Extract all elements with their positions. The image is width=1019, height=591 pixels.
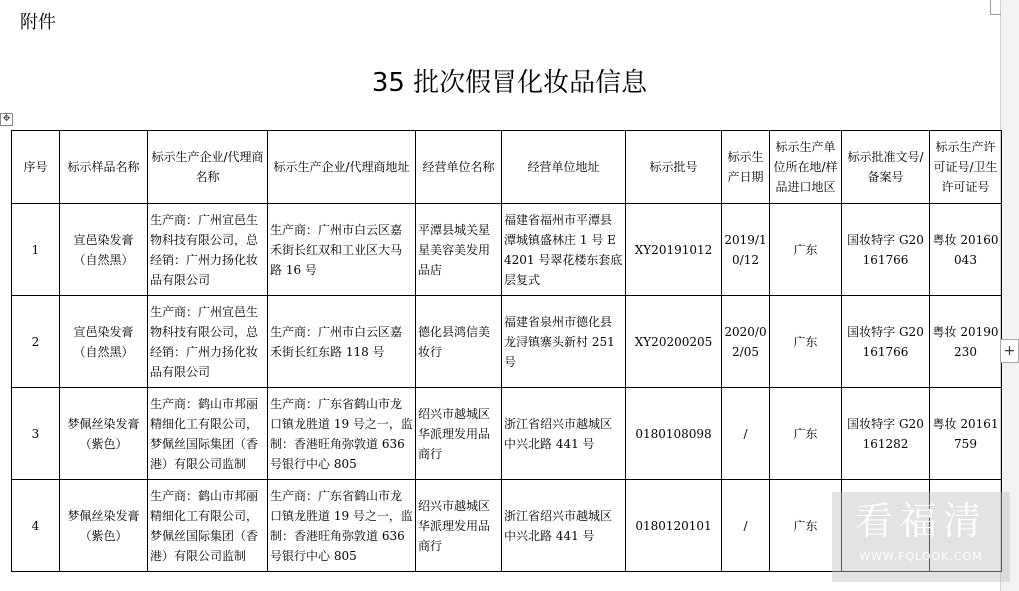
cell-seller-address: 浙江省绍兴市越城区中兴北路 441 号 — [502, 388, 626, 480]
cell-license: 粤妆 20161759 — [930, 388, 1002, 480]
cell-seller: 绍兴市越城区华派理发用品商行 — [416, 388, 502, 480]
cell-seller: 绍兴市越城区华派理发用品商行 — [416, 480, 502, 572]
header-cell: 经营单位地址 — [502, 131, 626, 204]
cell-product: 宣邑染发膏（自然黑） — [60, 204, 148, 296]
cell-product: 宣邑染发膏（自然黑） — [60, 296, 148, 388]
cell-date: 2019/10/12 — [722, 204, 770, 296]
cell-manufacturer: 生产商：鹤山市邦丽精细化工有限公司，梦佩丝国际集团（香港）有限公司监制 — [148, 480, 268, 572]
cell-no: 4 — [12, 480, 60, 572]
cell-manufacturer: 生产商：广州宣邑生物科技有限公司，总经销：广州力扬化妆品有限公司 — [148, 204, 268, 296]
cell-seller: 平潭县城关星星美容美发用品店 — [416, 204, 502, 296]
cell-batch: XY20191012 — [626, 204, 722, 296]
header-cell: 标示生产企业/代理商名称 — [148, 131, 268, 204]
cell-seller-address: 浙江省绍兴市越城区中兴北路 441 号 — [502, 480, 626, 572]
cell-license: 粤妆 20160043 — [930, 204, 1002, 296]
cell-approval: 国妆特字 G20161282 — [842, 388, 930, 480]
header-cell: 标示批号 — [626, 131, 722, 204]
watermark-url: WWW.FQLOOK.COM — [859, 550, 983, 563]
cell-manufacturer-address: 生产商：广东省鹤山市龙口镇龙胜道 19 号之一，监制：香港旺角弥敦道 636 号银行中心 805 — [268, 480, 416, 572]
cell-origin: 广东 — [770, 296, 842, 388]
cell-no: 2 — [12, 296, 60, 388]
cell-date: / — [722, 388, 770, 480]
cell-date: 2020/02/05 — [722, 296, 770, 388]
cell-manufacturer-address: 生产商：广东省鹤山市龙口镇龙胜道 19 号之一，监制：香港旺角弥敦道 636 号银行中心 805 — [268, 388, 416, 480]
table-move-handle[interactable] — [0, 113, 13, 126]
cell-date: / — [722, 480, 770, 572]
cell-origin: 广东 — [770, 480, 842, 572]
site-watermark — [832, 492, 1010, 582]
move-arrows-icon: ✥ — [2, 114, 11, 124]
header-cell: 经营单位名称 — [416, 131, 502, 204]
cell-batch: XY20200205 — [626, 296, 722, 388]
cell-batch: 0180120101 — [626, 480, 722, 572]
table-row — [12, 296, 1002, 388]
add-row-button[interactable]: + — [1000, 339, 1019, 363]
table-header-row — [12, 131, 1002, 204]
cell-manufacturer: 生产商：广州宣邑生物科技有限公司，总经销：广州力扬化妆品有限公司 — [148, 296, 268, 388]
cell-no: 3 — [12, 388, 60, 480]
watermark-text: 看福清 — [854, 499, 987, 543]
header-cell: 标示生产单位所在地/样品进口地区 — [770, 131, 842, 204]
header-cell: 标示生产企业/代理商地址 — [268, 131, 416, 204]
cell-manufacturer: 生产商：鹤山市邦丽精细化工有限公司，梦佩丝国际集团（香港）有限公司监制 — [148, 388, 268, 480]
header-cell: 标示批准文号/备案号 — [842, 131, 930, 204]
cell-seller-address: 福建省泉州市德化县龙浔镇寨头新村 251 号 — [502, 296, 626, 388]
cell-seller-address: 福建省福州市平潭县潭城镇盛林庄 1 号 E4201 号翠花楼东套底层复式 — [502, 204, 626, 296]
cell-origin: 广东 — [770, 388, 842, 480]
cell-no: 1 — [12, 204, 60, 296]
header-cell: 标示生产许可证号/卫生许可证号 — [930, 131, 1002, 204]
header-cell: 标示生产日期 — [722, 131, 770, 204]
table-row — [12, 204, 1002, 296]
page-corner-mark — [990, 0, 1001, 15]
cell-batch: 0180108098 — [626, 388, 722, 480]
cell-seller: 德化县鸿信美妆行 — [416, 296, 502, 388]
page-title: 35 批次假冒化妆品信息 — [371, 68, 648, 98]
cell-origin: 广东 — [770, 204, 842, 296]
cell-license: 粤妆 20190230 — [930, 296, 1002, 388]
cell-product: 梦佩丝染发膏（紫色） — [60, 388, 148, 480]
cell-approval: 国妆特字 G20161766 — [842, 204, 930, 296]
cell-manufacturer-address: 生产商：广州市白云区嘉禾街长红双和工业区大马路 16 号 — [268, 204, 416, 296]
cell-manufacturer-address: 生产商：广州市白云区嘉禾街长红东路 118 号 — [268, 296, 416, 388]
cell-product: 梦佩丝染发膏（紫色） — [60, 480, 148, 572]
header-cell: 标示样品名称 — [60, 131, 148, 204]
attachment-label: 附件 — [20, 12, 56, 33]
header-cell: 序号 — [12, 131, 60, 204]
cell-approval: 国妆特字 G20161766 — [842, 296, 930, 388]
table-row — [12, 388, 1002, 480]
